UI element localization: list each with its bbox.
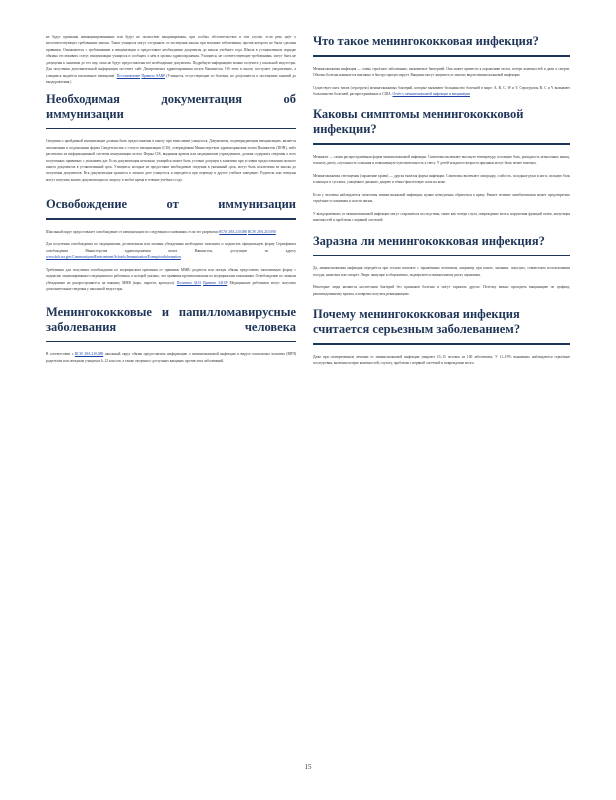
exempt-p3-text: Требования для получения освобождения по медицинским причинам от прививок MMR: родитель или опекун обязан представить заполненную форму с подписью лицензированного медицинского работника, в которой указано, что прививка противопоказана по медицинским показаниям. Освобождение по личным убеждениям не распространяется на вакцину MMR (корь, паротит, краснуха). xyxy=(46,267,296,285)
heading-rule xyxy=(46,341,296,343)
what-heading: Что такое менингококковая инфекция? xyxy=(313,34,539,48)
hpv-text-mid: школьный округ обязан предоставлять информацию о менингококковой инфекции и вирусе папилломы человека (ВПЧ) родителям или опекунам учащихся 6–12 классов, а также сведения о доступных вакцинах против этих заболеваний. xyxy=(46,352,296,363)
exempt-paragraph-1 xyxy=(46,229,296,235)
intro-paragraph xyxy=(46,34,296,86)
hpv-text-pre: В соответствии с xyxy=(46,352,74,357)
symptoms-paragraph-1: Менингит — самая распространённая форма менингококковой инфекции. Симптомы включают высокую температуру, головную боль, ригидность затылочных мышц, тошноту, рвоту, спутанность сознания и повышенную чувствительность к свету. У детей младшего возраста признаки могут быть менее заметны. xyxy=(313,155,570,166)
intro-text: не будут признаны невакцинированными или будут не полностью вакцинированы, при особых обстоятельствах в том случае, если речь идёт о несоответствующих требованиях школы. Таких учащихся могут отстранить от посещения школы при вспышке заболевания, против которого не были сделаны прививки. Ознакомьтесь с требованиями к иммунизации и предоставьте необходимые документы до начала учебного года. Школа в установленном порядке обязана отслеживать статус иммунизации учащихся и сообщать о нём в органы здравоохранения. Учащиеся, не соответствующие требованиям, могут быть не допущены к занятиям до тех пор, пока не будут предоставлены все необходимые документы. Подробную информацию можно получить у школьной медсестры. Для получения дополнительной информации посетите сайт Департамента здравоохранения штата Вашингтон. Об этом в школу поступает уведомление, а учащимся выдаётся письменное извещение. xyxy=(46,35,296,78)
what-paragraph-2 xyxy=(313,85,570,98)
exempt-p3-tail: Медицинские работники могут получить дополнительные сведения у школьной медсестры. xyxy=(46,280,296,292)
exempt-p2-text: Для получения освобождения по медицинским, религиозным или личным убеждениям необходимо заполнить и подписать официальную форму Сертификата освобождения Министерства здравоохранения штата Вашингтон, доступную по адресу xyxy=(46,242,296,253)
meningococcal-report-link[interactable]: Отчёт о менингококковой инфекции и вакцинации xyxy=(392,91,470,96)
heading-rule xyxy=(313,255,570,257)
exempt-p1-text: Школьный округ предоставляет освобождение от иммунизации по следующим основаниям, если это разрешено xyxy=(46,229,219,234)
doh-exemption-link[interactable]: www.doh.wa.gov/CommunityandEnvironment/Schools/Immunization/ExemptionInformation xyxy=(46,255,181,260)
exempt-paragraph-3 xyxy=(46,267,296,293)
rcw-090-link[interactable]: RCW 28A.210.090 xyxy=(247,229,276,234)
contagious-heading: Заразна ли менингококковая инфекция? xyxy=(313,233,545,248)
policy-3413-link[interactable]: Политика 3413 xyxy=(176,280,201,285)
contagious-paragraph-1: Да, менингококковая инфекция передаётся при тесном контакте с заражённым человеком, например при кашле, чихании, поцелуях, совместном использовании посуды, напитков или сигарет. Люди, живущие в общежитиях, подвергаются повышенному риску заражения. xyxy=(313,266,570,277)
docs-heading: Необходимая документация об иммунизации xyxy=(46,91,296,121)
left-column xyxy=(46,34,296,370)
heading-rule xyxy=(313,55,570,57)
contagious-paragraph-2: Некоторые люди являются носителями бактерий без признаков болезни и могут заражать других. Поэтому важно проходить вакцинацию по графику, рекомендованному врачом, и вовремя получать ревакцинацию. xyxy=(313,285,570,296)
hpv-heading: Менингококковые и папилломавирусные заболевания человека xyxy=(46,304,296,334)
symptoms-paragraph-2: Менингококковая септицемия (заражение крови) — другая тяжёлая форма инфекции. Симптомы включают лихорадку, слабость, холодные руки и ноги, сильную боль в мышцах и суставах, учащённое дыхание, диарею и тёмно-фиолетовую сыпь на коже. xyxy=(313,173,570,185)
what-p2-text: Существует пять типов (серогрупп) менингококковых бактерий, которые вызывают большинство болезней в мире: A, B, C, W и Y. Серогруппы B, C и Y вызывают большинство болезней, распространённых в США. xyxy=(313,85,570,96)
symptoms-heading: Каковы симптомы менингококковой инфекции? xyxy=(313,107,524,137)
heading-rule xyxy=(313,343,570,345)
hpv-rcw-link[interactable]: RCW 28A.210.080 xyxy=(74,352,104,357)
page-number: 15 xyxy=(304,763,312,771)
exempt-heading: Освобождение от иммунизации xyxy=(46,197,296,212)
serious-heading: Почему менингококковая инфекция считается серьезным заболеванием? xyxy=(313,307,521,337)
heading-rule xyxy=(46,128,296,130)
right-column xyxy=(313,34,570,373)
policy-link[interactable]: Постановление xyxy=(116,73,141,78)
serious-paragraph-1: Даже при своевременном лечении от менингококковой инфекции умирают 10–15 человек из 100 заболевших. У 11–19% выживших наблюдаются серьёзные последствия, включая потерю конечностей, глухоту, проблемы с нервной системой и повреждение мозга. xyxy=(313,354,570,366)
symptoms-paragraph-4: У выздоровевших от менингококковой инфекции могут сохраниться последствия, такие как потеря слуха, повреждение мозга, нарушения функций почек, ампутация конечностей и проблемы с нервной системой. xyxy=(313,211,570,223)
hpv-paragraph xyxy=(46,351,296,364)
exempt-paragraph-2 xyxy=(46,241,296,260)
intro-tail: (Учащиеся, отсутствующие по болезни, не допускаются к посещению занятий до выздоровления.) xyxy=(46,73,296,85)
heading-rule xyxy=(46,218,296,220)
heading-rule xyxy=(313,143,570,145)
symptoms-paragraph-3: Если у человека наблюдаются симптомы менингококковой инфекции, нужно немедленно обратиться к врачу. Раннее лечение антибиотиками может предотвратить серьёзные осложнения и спасти жизнь. xyxy=(313,192,570,204)
docs-paragraph: Сведения о пройденной иммунизации должны быть предоставлены в школу при зачислении учащегося. Документом, подтверждающим иммунизацию, является заполненная и подписанная форма Свидетельства о статусе иммунизации (CIS), утверждённая Министерством здравоохранения штата Вашингтон (DOH), либо распечатка из информационной системы иммунизации штата. Форма CIS, выданная врачом или медицинским учреждением, должна содержать сведения о всех полученных прививках с указанием дат. Если документация неполная, учащийся может быть условно допущен к занятиям при условии предоставления полного пакета документов в установленный срок. Учащиеся, которые не предоставят необходимые сведения в указанный срок, могут быть исключены из школы до получения документов. Вся документация хранится в личном деле учащегося и передаётся при переводе в другое учебное заведение. Родители или опекуны могут получить копию документации по запросу в любое время в течение учебного года. xyxy=(46,139,296,182)
rcw-080-link[interactable]: RCW 28A.210.080 xyxy=(219,229,248,234)
rule-3413p-link[interactable]: Правило 3413P xyxy=(203,280,228,285)
sarp-rule-link[interactable]: Правило SARP xyxy=(141,73,165,78)
intro-section xyxy=(46,34,296,86)
what-paragraph-1: Менингококковая инфекция — очень серьёзное заболевание, вызываемое бактерией. Она может привести к поражению мозга, потере конечностей и даже к смерти. Обычно болезнь начинается внезапно и быстро прогрессирует. Вакцины могут защитить от многих видов менингококковой инфекции. xyxy=(313,66,570,78)
